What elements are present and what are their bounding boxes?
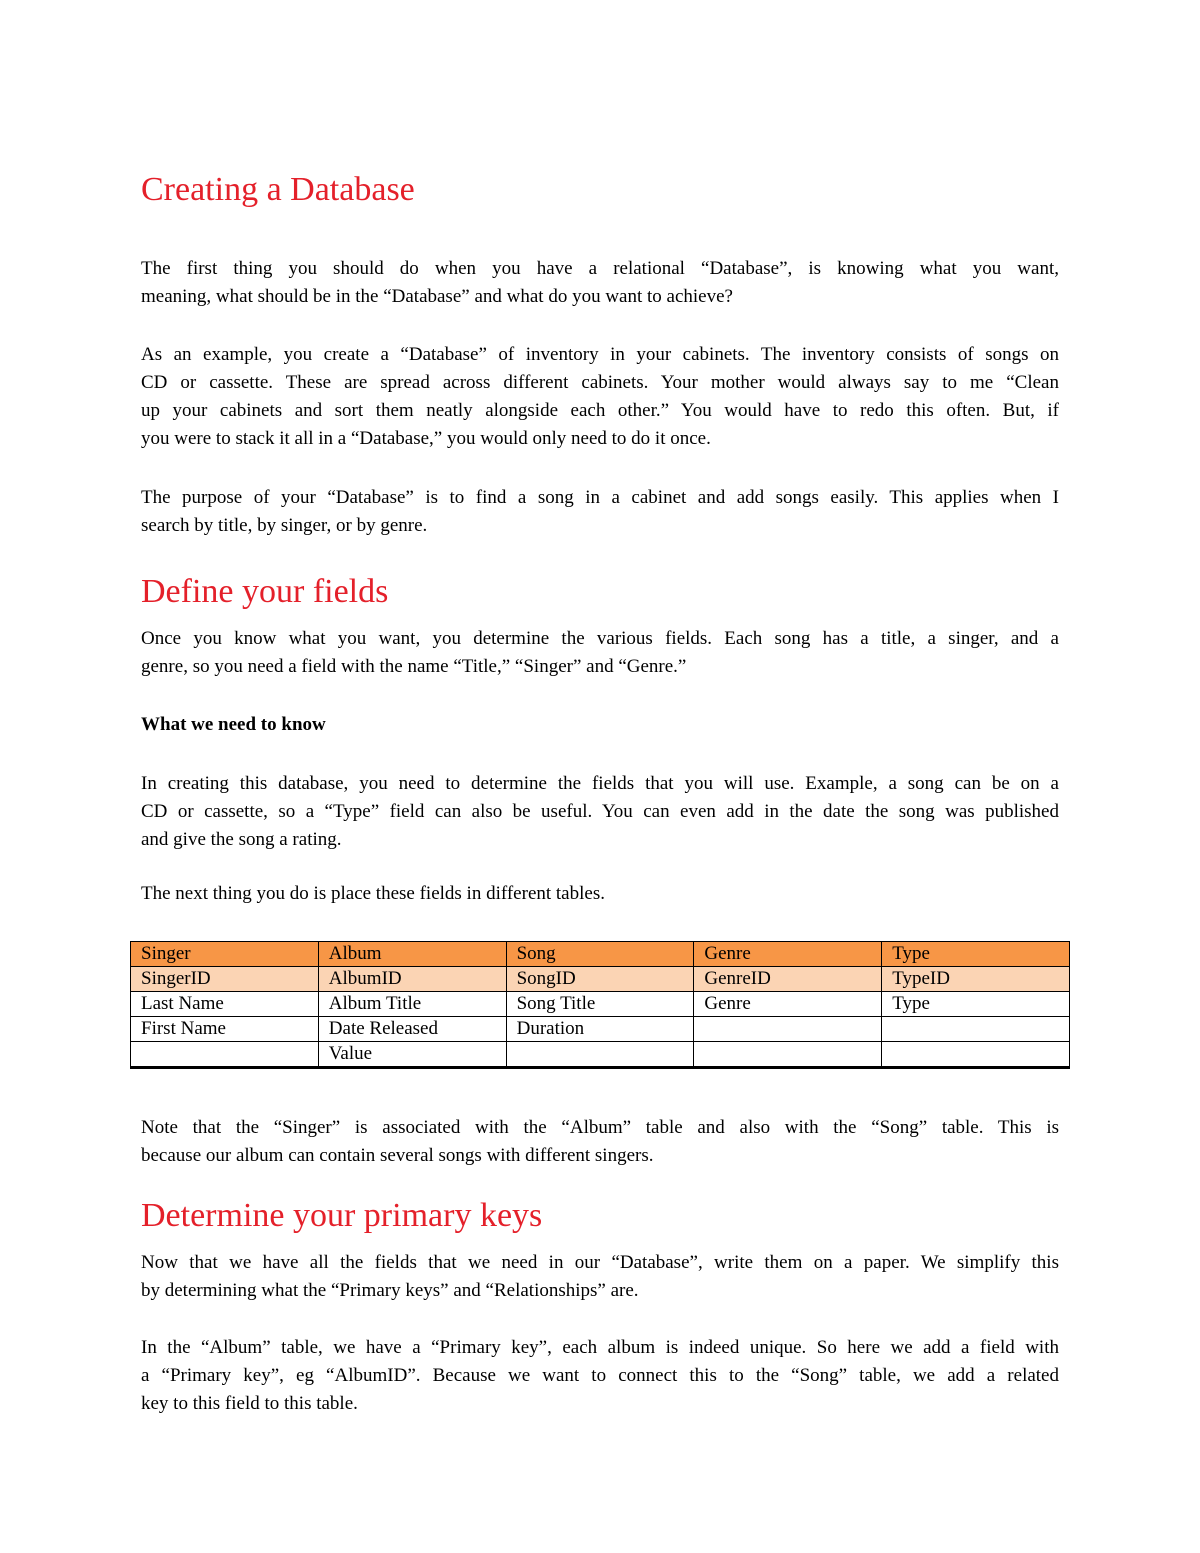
- text-line: a “Primary key”, eg “AlbumID”. Because we want to connect this to the “Song” table, we add a related: [141, 1365, 1059, 1386]
- table-cell: [694, 1042, 882, 1068]
- text-line: Once you know what you want, you determine the various fields. Each song has a title, a singer, and a: [141, 628, 1059, 649]
- table-cell: Album: [318, 942, 506, 967]
- table-cell: GenreID: [694, 967, 882, 992]
- table-cell: Genre: [694, 942, 882, 967]
- intro-paragraph: [141, 255, 1059, 311]
- text-line: search by title, by singer, or by genre.: [141, 515, 428, 536]
- subheading-what-we-need: [141, 711, 1059, 739]
- text-line: by determining what the “Primary keys” and “Relationships” are.: [141, 1280, 639, 1301]
- table-cell: Type: [882, 992, 1070, 1017]
- text-line: Now that we have all the fields that we need in our “Database”, write them on a paper. We simplify this: [141, 1252, 1059, 1273]
- table-cell: [694, 1017, 882, 1042]
- table-cell: Song Title: [506, 992, 694, 1017]
- table-cell: Duration: [506, 1017, 694, 1042]
- table-cell: Genre: [694, 992, 882, 1017]
- album-table-paragraph: [141, 1334, 1059, 1418]
- text-line: meaning, what should be in the “Database” and what do you want to achieve?: [141, 286, 733, 307]
- fields-paragraph: [141, 625, 1059, 681]
- table-cell: SingerID: [131, 967, 319, 992]
- purpose-paragraph: [141, 484, 1059, 540]
- primary-keys-paragraph: [141, 1249, 1059, 1305]
- note-paragraph: [141, 1114, 1059, 1170]
- table-cell: [882, 1042, 1070, 1068]
- text-line: and give the song a rating.: [141, 829, 342, 850]
- table-cell: First Name: [131, 1017, 319, 1042]
- database-fields-paragraph: [141, 770, 1059, 854]
- table-cell: Song: [506, 942, 694, 967]
- text-line: The first thing you should do when you have a relational “Database”, is knowing what you want,: [141, 258, 1059, 279]
- fields-table: [130, 941, 1070, 1069]
- table-row: [131, 992, 1070, 1017]
- table-row: [131, 1042, 1070, 1068]
- text-line: key to this field to this table.: [141, 1393, 358, 1414]
- next-thing-paragraph: [141, 880, 1059, 908]
- text-line: Note that the “Singer” is associated with the “Album” table and also with the “Song” table. This is: [141, 1117, 1059, 1138]
- text-line: The next thing you do is place these fields in different tables.: [141, 883, 605, 904]
- table-cell: Album Title: [318, 992, 506, 1017]
- table-header-row: [131, 942, 1070, 967]
- table-cell: Singer: [131, 942, 319, 967]
- text-line: What we need to know: [141, 714, 326, 735]
- example-paragraph: [141, 341, 1059, 453]
- table-row: [131, 1017, 1070, 1042]
- table-cell: Date Released: [318, 1017, 506, 1042]
- table-cell: [882, 1017, 1070, 1042]
- table-cell: [506, 1042, 694, 1068]
- table-cell: [131, 1042, 319, 1068]
- text-line: CD or cassette. These are spread across different cabinets. Your mother would always say to me “Clean: [141, 372, 1059, 393]
- text-line: In the “Album” table, we have a “Primary key”, each album is indeed unique. So here we add a field with: [141, 1337, 1059, 1358]
- text-line: As an example, you create a “Database” of inventory in your cabinets. The inventory consists of songs on: [141, 344, 1059, 365]
- text-line: In creating this database, you need to determine the fields that you will use. Example, a song can be on a: [141, 773, 1059, 794]
- text-line: you were to stack it all in a “Database,” you would only need to do it once.: [141, 428, 711, 449]
- heading-creating-database: Creating a Database: [141, 171, 415, 208]
- table-cell: Type: [882, 942, 1070, 967]
- text-line: CD or cassette, so a “Type” field can also be useful. You can even add in the date the song was published: [141, 801, 1059, 822]
- table-cell: Value: [318, 1042, 506, 1068]
- text-line: up your cabinets and sort them neatly alongside each other.” You would have to redo this often. But, if: [141, 400, 1059, 421]
- text-line: because our album can contain several songs with different singers.: [141, 1145, 654, 1166]
- table-cell: TypeID: [882, 967, 1070, 992]
- table-cell: AlbumID: [318, 967, 506, 992]
- table-row: [131, 967, 1070, 992]
- heading-primary-keys: Determine your primary keys: [141, 1197, 543, 1234]
- table-cell: SongID: [506, 967, 694, 992]
- text-line: The purpose of your “Database” is to find a song in a cabinet and add songs easily. This applies when I: [141, 487, 1059, 508]
- table-cell: Last Name: [131, 992, 319, 1017]
- heading-define-fields: Define your fields: [141, 573, 389, 610]
- text-line: genre, so you need a field with the name “Title,” “Singer” and “Genre.”: [141, 656, 687, 677]
